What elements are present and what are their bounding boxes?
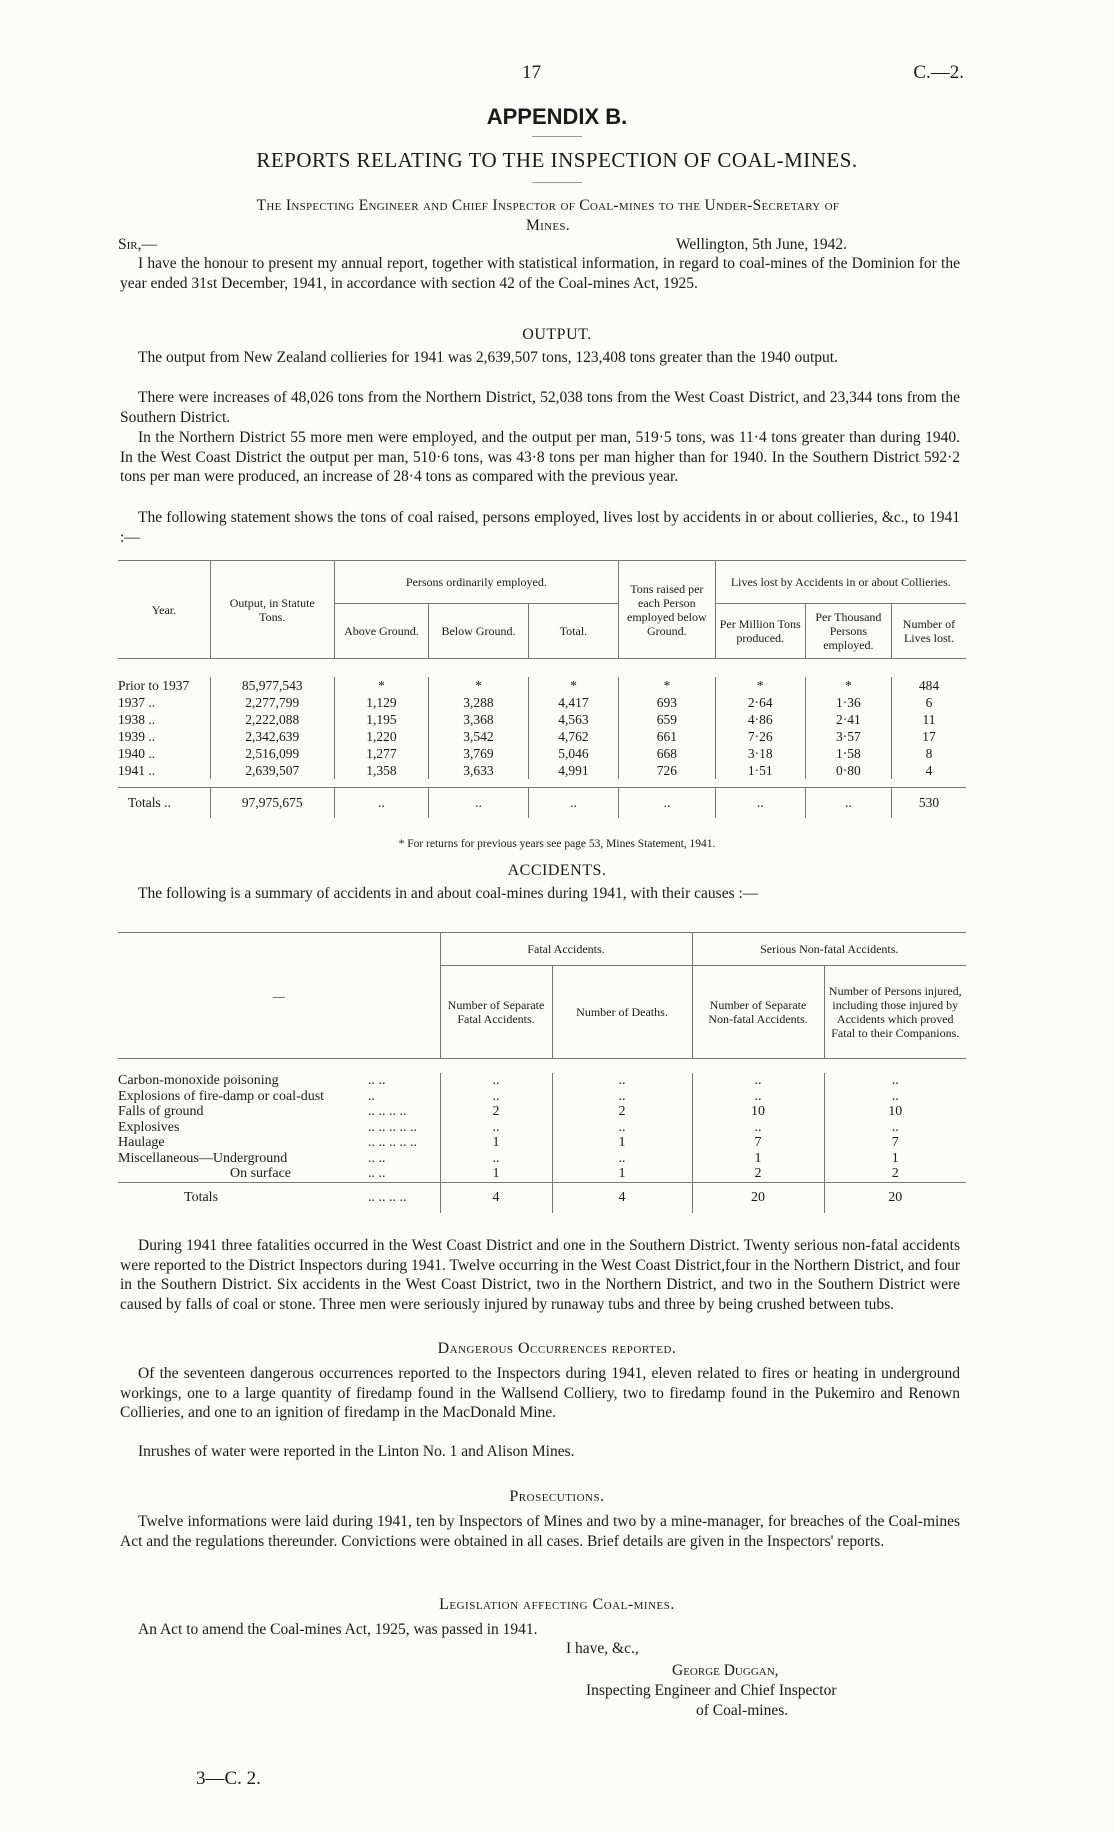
- output-statistics-table: [118, 560, 966, 818]
- col-output: Output, in Statute Tons.: [210, 561, 334, 659]
- output-paragraph-3: In the Northern District 55 more men were employed, and the output per man, 519·5 tons, was 11·4 tons greater than during 1940. In the West Coast District the output per man, 510·6 tons, was 43·8 tons per man higher than for 1940. In the Southern District 592·2 tons per man were produced, an increase of 28·4 tons as compared with the previous year.: [120, 429, 960, 486]
- table-row: Miscellaneous—Underground .. .. .. .. 1 1: [118, 1151, 966, 1167]
- col-total: Total.: [528, 604, 618, 659]
- appendix-title: APPENDIX B.: [486, 104, 628, 129]
- table-row: 1941 .. 2,639,507 1,358 3,633 4,991 726 1·51 0·80 4: [118, 762, 966, 779]
- output-paragraph-4: The following statement shows the tons of coal raised, persons employed, lives lost by accidents in or about collieries, &c., to 1941 :—: [120, 509, 960, 546]
- table-row: 1938 .. 2,222,088 1,195 3,368 4,563 659 4·86 2·41 11: [118, 711, 966, 728]
- col-per-thousand: Per Thousand Persons employed.: [805, 604, 891, 659]
- intro-paragraph: I have the honour to present my annual report, together with statistical information, in regard to coal-mines of the Dominion for the year ended 31st December, 1941, in accordance with section 42 of the Coal-mines Act, 1925.: [120, 255, 960, 292]
- dangerous-paragraph-1: Of the seventeen dangerous occurrences reported to the Inspectors during 1941, eleven related to fires or heating in underground workings, one to a large quantity of firedamp found in the Wallsend Colliery, two to firedamp found in the Pukemiro and Renown Collieries, and one to an ignition of firedamp in the MacDonald Mine.: [120, 1365, 960, 1422]
- accidents-paragraph: During 1941 three fatalities occurred in the West Coast District and one in the Southern District. Twenty serious non-fatal accidents were reported to the District Inspectors during 1941. Twelve occurring in the West Coast District,four in the Northern District, and four in the Southern District. Six accidents in the West Coast District, two in the Northern District, and two in the Southern District were caused by falls of coal or stone. Three men were seriously injured by runaway tubs and three by being crushed between tubs.: [120, 1237, 960, 1313]
- output-heading: OUTPUT.: [522, 326, 592, 343]
- salutation: Sir,—: [118, 236, 157, 253]
- accidents-intro: The following is a summary of accidents in and about coal-mines during 1941, with their causes :—: [138, 885, 759, 902]
- divider: [532, 182, 582, 183]
- table-row: Explosions of fire-damp or coal-dust .. .. .. .. ..: [118, 1089, 966, 1105]
- address-line-2: Mines.: [526, 217, 570, 234]
- legislation-paragraph: An Act to amend the Coal-mines Act, 1925, was passed in 1941.: [138, 1621, 538, 1638]
- prosecutions-paragraph: Twelve informations were laid during 1941, ten by Inspectors of Mines and two by a mine-manager, for breaches of the Coal-mines Act and the regulations thereunder. Convictions were obtained in all cases. Brief details are given in the Inspectors' reports.: [120, 1513, 960, 1550]
- col-number-lost: Number of Lives lost.: [891, 604, 966, 659]
- table-row: Carbon-monoxide poisoning .. .. .. .. .. ..: [118, 1073, 966, 1089]
- dangerous-heading: Dangerous Occurrences reported.: [437, 1340, 677, 1357]
- accidents-heading: ACCIDENTS.: [507, 862, 607, 879]
- col-separate-fatal: Number of Separate Fatal Accidents.: [440, 966, 552, 1059]
- table-row: Falls of ground .. .. .. .. 2 2 10 10: [118, 1104, 966, 1120]
- col-deaths: Number of Deaths.: [552, 966, 692, 1059]
- table-row: 1940 .. 2,516,099 1,277 3,769 5,046 668 3·18 1·58 8: [118, 745, 966, 762]
- prosecutions-heading: Prosecutions.: [509, 1488, 605, 1505]
- col-persons-injured: Number of Persons injured, including those injured by Accidents which proved Fatal to their Companions.: [824, 966, 966, 1059]
- col-persons-group: Persons ordinarily employed.: [334, 561, 618, 604]
- totals-row: Totals .. .. .. .. 4 4 20 20: [118, 1182, 966, 1213]
- place-date: Wellington, 5th June, 1942.: [676, 236, 847, 253]
- table-row: 1939 .. 2,342,639 1,220 3,542 4,762 661 7·26 3·57 17: [118, 728, 966, 745]
- table-row: Prior to 1937 85,977,543 * * * * * * 484: [118, 677, 966, 694]
- col-tons-raised: Tons raised per each Person employed below Ground.: [619, 561, 716, 659]
- table-footnote: * For returns for previous years see page 53, Mines Statement, 1941.: [398, 838, 716, 850]
- totals-row: Totals .. 97,975,675 .. .. .. .. .. .. 530: [118, 788, 966, 819]
- closing: I have, &c.,: [566, 1640, 639, 1657]
- col-fatal-group: Fatal Accidents.: [440, 933, 692, 966]
- col-year: Year.: [151, 602, 177, 617]
- letter-address: [118, 196, 978, 236]
- address-line-1: The Inspecting Engineer and Chief Inspector of Coal-mines to the Under-Secretary of: [256, 197, 840, 214]
- output-paragraph-2: There were increases of 48,026 tons from the Northern District, 52,038 tons from the West Coast District, and 23,344 tons from the Southern District.: [120, 389, 960, 426]
- accidents-table: [118, 932, 966, 1213]
- col-lives-group: Lives lost by Accidents in or about Collieries.: [715, 561, 966, 604]
- report-subtitle: REPORTS RELATING TO THE INSPECTION OF COAL-MINES.: [256, 148, 858, 172]
- table-row: Explosives .. .. .. .. .. .. .. .. ..: [118, 1120, 966, 1136]
- col-dash: —: [272, 988, 285, 1003]
- page-reference: C.—2.: [913, 62, 964, 83]
- table-row: Haulage .. .. .. .. .. 1 1 7 7: [118, 1135, 966, 1151]
- legislation-heading: Legislation affecting Coal-mines.: [439, 1596, 675, 1613]
- col-per-million: Per Million Tons produced.: [715, 604, 805, 659]
- col-separate-nonfatal: Number of Separate Non-fatal Accidents.: [692, 966, 824, 1059]
- col-above: Above Ground.: [334, 604, 428, 659]
- signatory-name: George Duggan,: [672, 1662, 779, 1679]
- col-serious-group: Serious Non-fatal Accidents.: [692, 933, 966, 966]
- page-number: 17: [522, 62, 541, 83]
- page-footer: 3—C. 2.: [196, 1768, 261, 1789]
- divider: [532, 136, 582, 137]
- output-paragraph-1: The output from New Zealand collieries for 1941 was 2,639,507 tons, 123,408 tons greater than the 1940 output.: [138, 349, 838, 366]
- col-below: Below Ground.: [429, 604, 529, 659]
- table-row: On surface .. .. 1 1 2 2: [118, 1166, 966, 1182]
- table-row: 1937 .. 2,277,799 1,129 3,288 4,417 693 2·64 1·36 6: [118, 694, 966, 711]
- signatory-title-1: Inspecting Engineer and Chief Inspector: [586, 1682, 837, 1699]
- signatory-title-2: of Coal-mines.: [696, 1702, 789, 1719]
- dangerous-paragraph-2: Inrushes of water were reported in the Linton No. 1 and Alison Mines.: [138, 1443, 575, 1460]
